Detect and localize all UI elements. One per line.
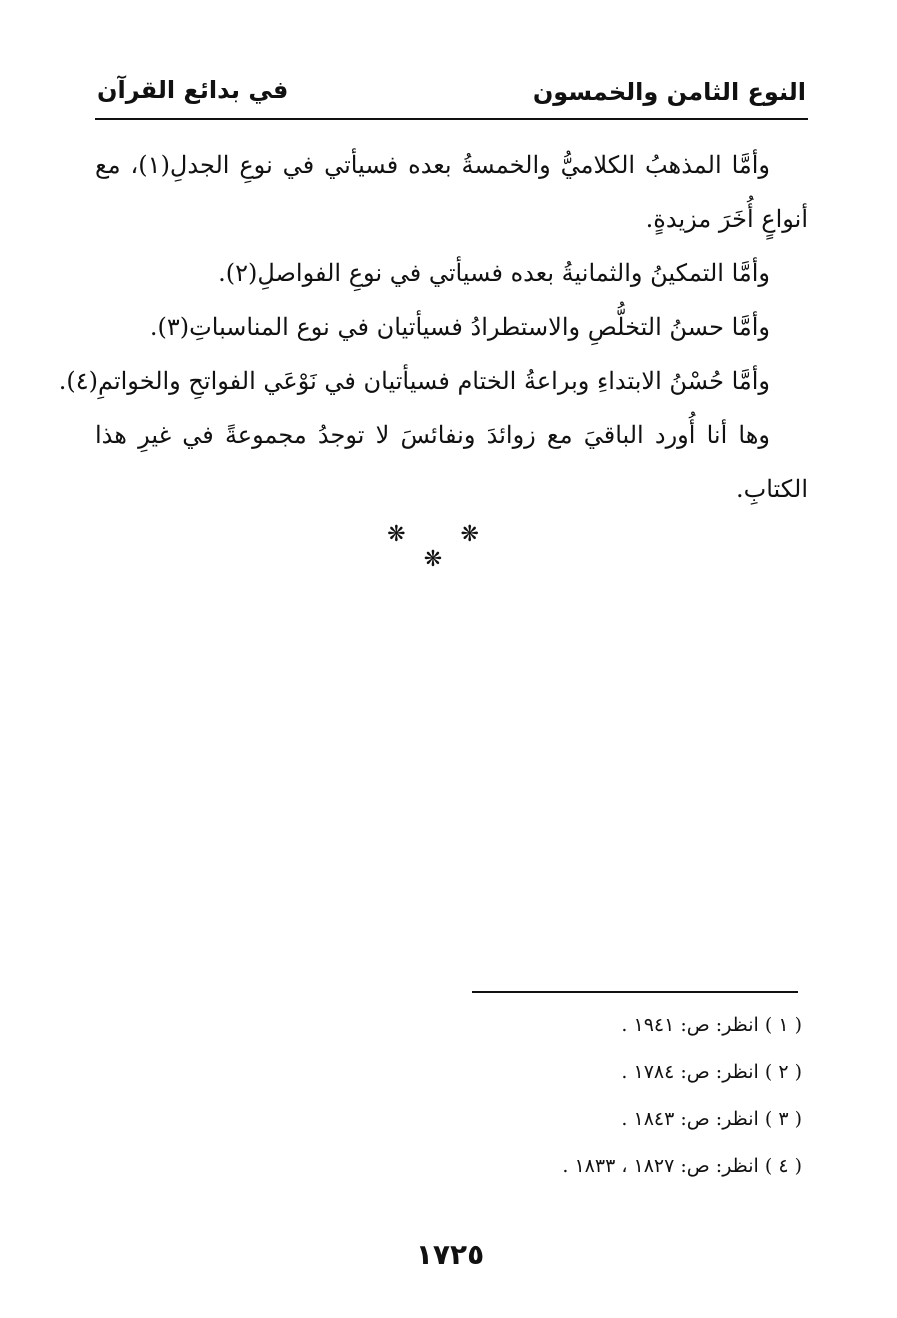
- text-line-2: أنواعٍ أُخَرَ مزيدةٍ.: [645, 205, 808, 233]
- footnote-4: ( ٤ ) انظر: ص: ١٨٢٧ ، ١٨٣٣ .: [562, 1155, 802, 1177]
- footnote-divider: [472, 991, 798, 993]
- main-text: [58, 138, 808, 516]
- text-line-7: الكتابِ.: [735, 475, 808, 503]
- text-line-5: وأمَّا حُسْنُ الابتداءِ وبراعةُ الختام فسيأتيان في نَوْعَي الفواتحِ والخواتمِ(٤).: [58, 367, 770, 395]
- footnote-1: ( ١ ) انظر: ص: ١٩٤١ .: [621, 1014, 802, 1036]
- text-line-6: وها أنا أُورد الباقيَ مع زوائدَ ونفائسَ لا توجدُ مجموعةً في غيرِ هذا: [95, 421, 770, 449]
- book-title: في بدائع القرآن: [97, 76, 289, 104]
- section-separator-stars: ❋ ❋ ❋: [387, 522, 503, 572]
- footnote-2: ( ٢ ) انظر: ص: ١٧٨٤ .: [621, 1061, 802, 1083]
- text-line-4: وأمَّا حسنُ التخلُّصِ والاستطرادُ فسيأتيان في نوع المناسباتِ(٣).: [149, 313, 770, 341]
- running-header: [95, 70, 808, 120]
- chapter-title: النوع الثامن والخمسون: [532, 78, 806, 106]
- footnotes: [480, 1002, 802, 1190]
- text-line-3: وأمَّا التمكينُ والثمانيةُ بعده فسيأتي في نوعِ الفواصلِ(٢).: [218, 259, 770, 287]
- text-line-1: وأمَّا المذهبُ الكلاميُّ والخمسةُ بعده فسيأتي في نوعِ الجدلِ(١)، مع: [95, 151, 770, 179]
- page-number: ١٧٢٥: [415, 1238, 485, 1271]
- footnote-3: ( ٣ ) انظر: ص: ١٨٤٣ .: [621, 1108, 802, 1130]
